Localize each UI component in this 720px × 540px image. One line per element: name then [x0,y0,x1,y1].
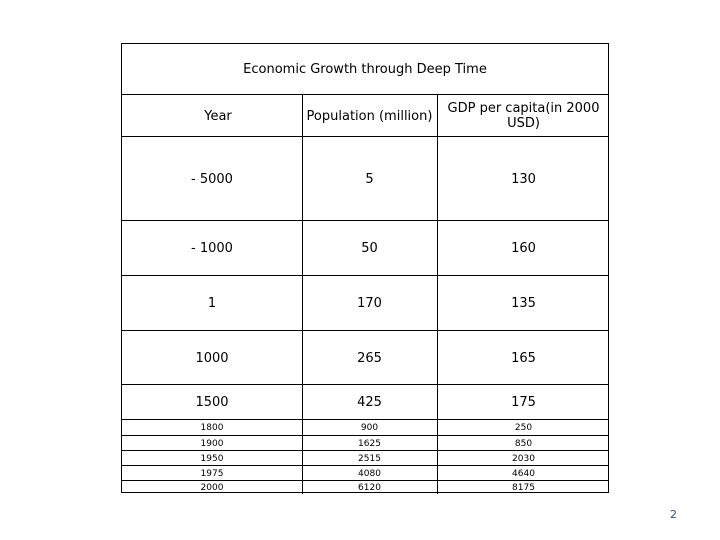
cell-year: 1800 [200,423,224,433]
column-divider [302,95,303,494]
cell-gdp: 175 [511,395,536,410]
header-gdp: GDP per capita(in 2000 USD) [447,101,600,131]
row-divider [122,384,608,385]
cell-population: 6120 [358,482,381,493]
cell-year: 1000 [195,350,229,366]
cell-gdp: 160 [511,241,536,256]
cell-gdp: 850 [514,438,533,449]
row-divider [122,465,608,466]
data-table [121,43,609,493]
cell-year: 1975 [200,468,224,479]
cell-population: 2515 [358,453,381,464]
cell-year: 1 [207,296,217,311]
row-divider [122,136,608,137]
cell-population: 50 [361,241,378,256]
cell-gdp: 2030 [512,453,535,464]
cell-population: 170 [357,296,382,311]
header-population: Population (million) [306,108,433,124]
row-divider [122,435,608,436]
header-year: Year [204,108,232,124]
row-divider [122,480,608,481]
column-divider [437,95,438,494]
row-divider [122,419,608,420]
row-divider [122,330,608,331]
cell-gdp: 250 [514,423,533,433]
cell-gdp: 135 [511,296,536,311]
row-divider [122,450,608,451]
page-number: 2 [670,508,677,521]
cell-year: - 1000 [191,241,233,256]
cell-gdp: 165 [511,350,536,366]
cell-gdp: 8175 [512,482,535,493]
cell-population: 4080 [358,468,381,479]
cell-gdp: 4640 [512,468,535,479]
row-divider [122,275,608,276]
cell-population: 1625 [358,438,381,449]
cell-gdp: 130 [511,171,536,187]
cell-population: 265 [357,350,382,366]
cell-year: 2000 [200,482,224,493]
cell-population: 5 [365,171,374,187]
cell-year: - 5000 [191,171,233,187]
cell-population: 425 [357,395,382,410]
row-divider [122,220,608,221]
cell-year: 1500 [195,395,229,410]
table-title: Economic Growth through Deep Time [122,44,608,95]
cell-population: 900 [360,423,379,433]
cell-year: 1950 [200,453,224,464]
cell-year: 1900 [200,438,224,449]
